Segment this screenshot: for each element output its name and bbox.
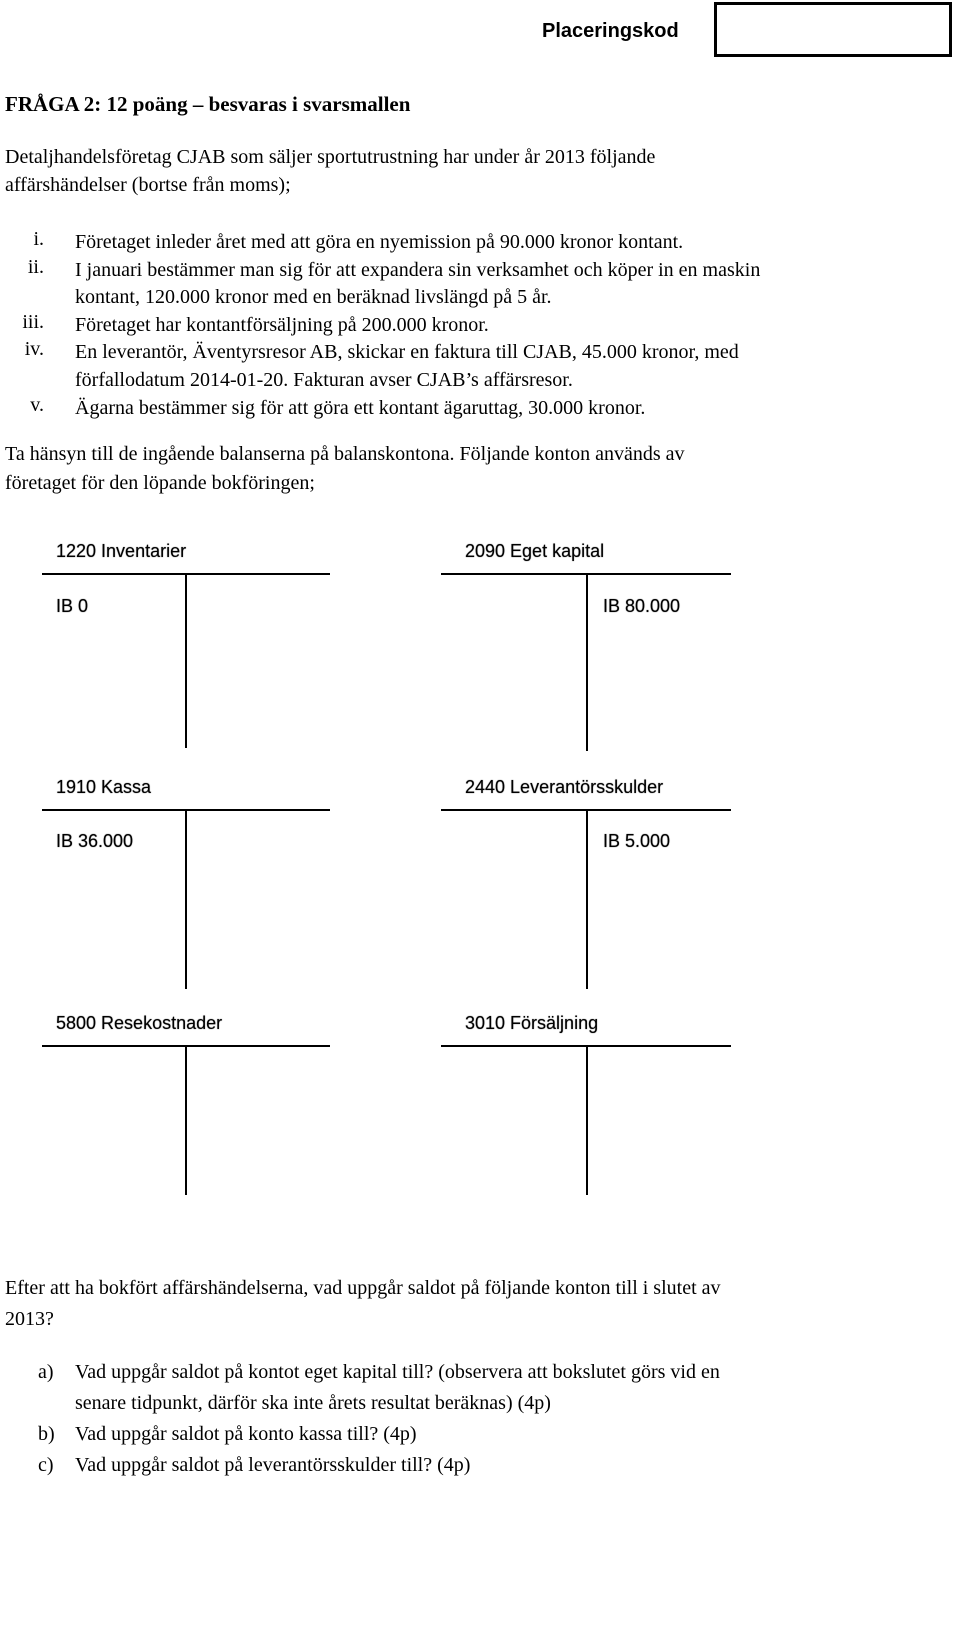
t-account-divider — [586, 1045, 588, 1195]
t-account-title: 2440 Leverantörsskulder — [465, 777, 664, 797]
subquestion-text: Vad uppgår saldot på leverantörsskulder till? (4p) — [75, 1454, 471, 1476]
event-number: v. — [30, 394, 44, 416]
intro-line-1: Detaljhandelsföretag CJAB som säljer sportutrustning har under år 2013 följande — [5, 146, 656, 168]
opening-balance-credit: IB 5.000 — [603, 831, 671, 851]
opening-balance-credit: IB 80.000 — [603, 596, 681, 616]
opening-balance-debit: IB 0 — [56, 596, 89, 616]
event-text: I januari bestämmer man sig för att expandera sin verksamhet och köper in en maskin — [75, 259, 761, 281]
placement-code-box[interactable] — [714, 2, 952, 57]
event-number: ii. — [27, 256, 44, 278]
event-text: En leverantör, Äventyrsresor AB, skickar en faktura till CJAB, 45.000 kronor, med — [75, 341, 739, 363]
event-text: Företaget inleder året med att göra en nyemission på 90.000 kronor kontant. — [75, 231, 684, 253]
question-line-2: 2013? — [5, 1308, 54, 1330]
event-text-continued: förfallodatum 2014-01-20. Fakturan avser CJAB’s affärsresor. — [75, 369, 573, 391]
question-line-1: Efter att ha bokfört affärshändelserna, vad uppgår saldot på följande konton till i slutet av — [5, 1277, 721, 1299]
t-account-divider — [185, 573, 187, 748]
t-account-title: 5800 Resekostnader — [56, 1013, 223, 1033]
note-line-1: Ta hänsyn till de ingående balanserna på balanskontona. Följande konton används av — [5, 443, 685, 465]
event-number: i. — [33, 228, 44, 250]
intro-line-2: affärshändelser (bortse från moms); — [5, 174, 291, 196]
event-number: iii. — [22, 311, 44, 333]
t-account-divider — [185, 1045, 187, 1195]
t-account-divider — [586, 573, 588, 751]
t-account-divider — [185, 809, 187, 989]
event-text-continued: kontant, 120.000 kronor med en beräknad livslängd på 5 år. — [75, 286, 552, 308]
t-account-title: 1910 Kassa — [56, 777, 152, 797]
subquestion-text: Vad uppgår saldot på kontot eget kapital till? (observera att bokslutet görs vid en — [75, 1361, 720, 1383]
subquestion-letter: c) — [38, 1454, 54, 1476]
subquestion-text: Vad uppgår saldot på konto kassa till? (4p) — [75, 1423, 417, 1445]
subquestion-text-continued: senare tidpunkt, därför ska inte årets resultat beräknas) (4p) — [75, 1392, 551, 1414]
event-text: Företaget har kontantförsäljning på 200.000 kronor. — [75, 314, 489, 336]
event-number: iv. — [24, 338, 44, 360]
t-account-title: 3010 Försäljning — [465, 1013, 599, 1033]
t-account-title: 2090 Eget kapital — [465, 541, 605, 561]
note-line-2: företaget för den löpande bokföringen; — [5, 472, 315, 494]
subquestion-letter: a) — [38, 1361, 54, 1383]
t-account-title: 1220 Inventarier — [56, 541, 187, 561]
opening-balance-debit: IB 36.000 — [56, 831, 134, 851]
subquestion-letter: b) — [38, 1423, 55, 1445]
t-account-divider — [586, 809, 588, 989]
question-title: FRÅGA 2: 12 poäng – besvaras i svarsmallen — [5, 92, 411, 116]
event-text: Ägarna bestämmer sig för att göra ett kontant ägaruttag, 30.000 kronor. — [75, 397, 646, 419]
placement-code-label: Placeringskod — [542, 20, 679, 42]
